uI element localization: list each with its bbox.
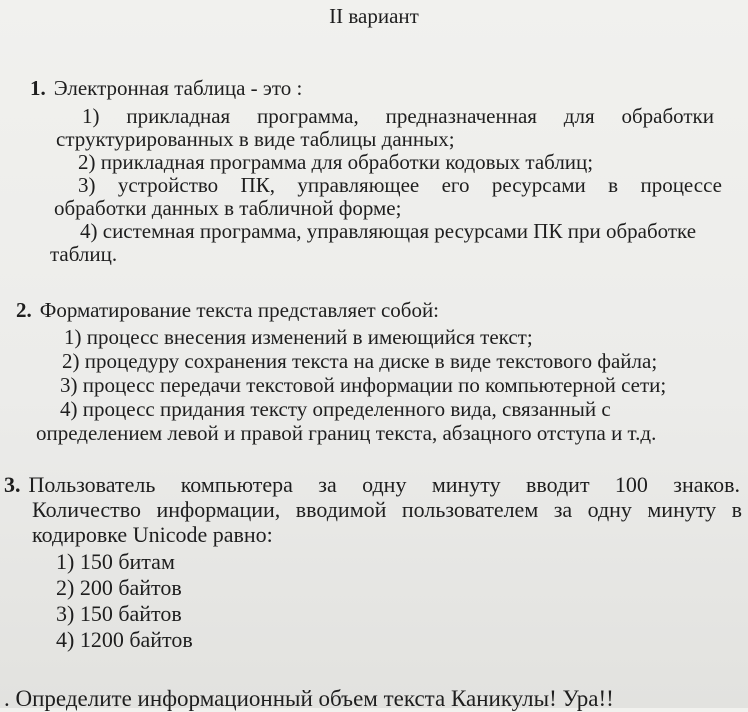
answer-option-3: 3) 150 байтов [56, 601, 182, 626]
question-4-partial: . Определите информационный объем текста Каникулы! Ура!! [4, 686, 614, 711]
question-text-line-2: Количество информации, вводимой пользователем за одну минуту в [32, 497, 742, 522]
answer-option-3: 3) процесс передачи текстовой информации по компьютерной сети; [60, 373, 667, 397]
answer-option-4: 4) системная программа, управляющая ресурсами ПК при обработке [80, 219, 697, 243]
answer-option-4-cont: таблиц. [50, 242, 118, 266]
question-heading [0, 298, 748, 323]
answer-option-1-cont: структурированных в виде таблицы данных; [56, 127, 455, 151]
answer-option-4: 4) 1200 байтов [56, 627, 193, 652]
answer-option-1: 1) прикладная программа, предназначенная для обработки [82, 104, 714, 128]
answer-option-1: 1) процесс внесения изменений в имеющийся текст; [64, 325, 533, 349]
answer-option-2: 2) процедуру сохранения текста на диске в виде текстового файла; [62, 349, 658, 373]
question-text: Форматирование текста представляет собой: [39, 298, 440, 322]
answer-list [0, 105, 748, 266]
question-number: 1. [30, 76, 46, 100]
answer-option-4: 4) процесс придания тексту определенного вида, связанный с [60, 397, 611, 421]
question-number: 3. [4, 472, 21, 497]
answer-option-2: 2) прикладная программа для обработки кодовых таблиц; [78, 150, 594, 174]
question-2 [0, 298, 748, 445]
answer-option-1: 1) 150 битам [56, 549, 175, 574]
answer-option-2: 2) 200 байтов [56, 575, 182, 600]
question-heading [0, 472, 748, 497]
question-text-line-3: кодировке Unicode равно: [32, 522, 273, 547]
answer-option-4-cont: определением левой и правой границ текста, абзацного отступа и т.д. [36, 421, 657, 445]
question-heading [0, 76, 748, 101]
answer-list [0, 549, 748, 653]
page-title: II вариант [329, 4, 419, 28]
question-text-line-1: Пользователь компьютера за одну минуту вводит 100 знаков. [28, 472, 740, 497]
answer-option-3: 3) устройство ПК, управляющее его ресурсами в процессе [78, 173, 722, 197]
question-text: Электронная таблица - это : [53, 76, 303, 100]
answer-option-3-cont: обработки данных в табличной форме; [54, 196, 402, 220]
question-number: 2. [16, 298, 32, 322]
question-1 [0, 76, 748, 266]
answer-list [0, 325, 748, 445]
question-3 [0, 472, 748, 653]
